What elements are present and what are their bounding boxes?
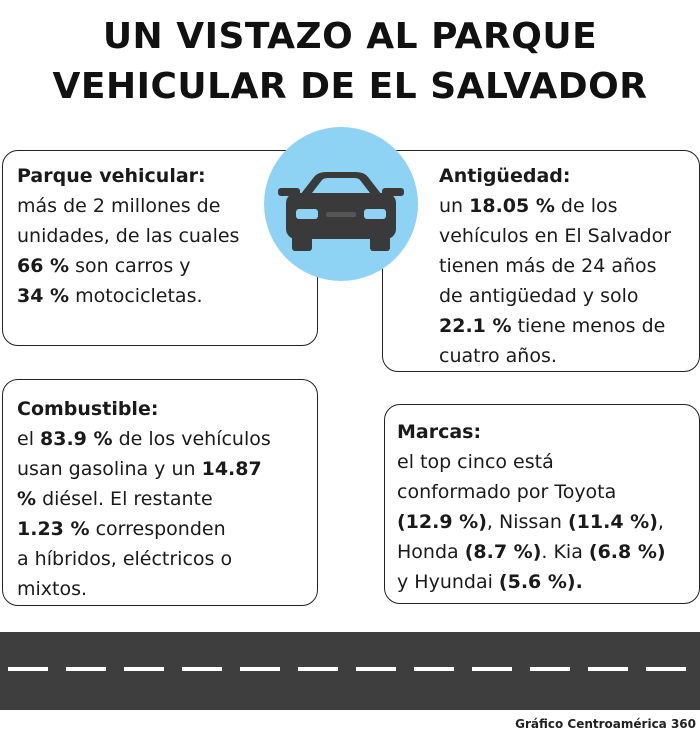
stat-diesel-pct: 14.87 <box>201 458 262 480</box>
road-dashes <box>0 632 700 710</box>
card-line: de antigüedad y solo <box>439 285 639 307</box>
card-line: el top cinco está <box>397 451 554 473</box>
text-span: diésel. El restante <box>36 488 213 510</box>
car-icon-circle <box>264 127 418 281</box>
card-line <box>439 311 699 341</box>
card-line: conformado por Toyota <box>397 481 617 503</box>
card-line: más de 2 millones de <box>17 195 221 217</box>
text-span: tiene menos de <box>511 315 666 337</box>
text-span: usan gasolina y un <box>17 458 202 480</box>
road-icon <box>0 632 700 710</box>
stat-new-pct: 22.1 % <box>439 315 512 337</box>
card-line: cuatro años. <box>439 345 557 367</box>
text-span: de los <box>554 195 618 217</box>
card-line: a híbridos, eléctricos o <box>17 548 233 570</box>
card-line <box>397 537 699 567</box>
card-line <box>17 424 317 454</box>
text-span: , Nissan <box>486 511 568 533</box>
card-line: unidades, de las cuales <box>17 225 240 247</box>
card-combustible <box>2 379 318 606</box>
text-span: corresponden <box>89 518 226 540</box>
text-span: motocicletas. <box>69 285 203 307</box>
title-line-2: VEHICULAR DE EL SALVADOR <box>52 66 648 107</box>
text-span: . Kia <box>541 541 589 563</box>
stat-nissan-pct: (11.4 %) <box>568 511 658 533</box>
stat-gas-pct: 83.9 % <box>40 428 113 450</box>
card-heading: Antigüedad: <box>439 165 571 187</box>
stat-honda-pct: (8.7 %) <box>464 541 542 563</box>
credit-text: Gráfico Centroamérica 360 <box>515 717 696 731</box>
stat-hyundai-pct: (5.6 %). <box>498 571 583 593</box>
card-line <box>17 484 317 514</box>
text-span: son carros y <box>69 255 191 277</box>
page-title <box>0 12 700 112</box>
car-icon <box>264 127 418 281</box>
card-line <box>17 454 317 484</box>
card-line <box>17 281 317 311</box>
card-marcas <box>384 404 700 604</box>
card-heading: Combustible: <box>17 398 159 420</box>
stat-kia-pct: (6.8 %) <box>588 541 666 563</box>
card-line <box>397 507 699 537</box>
text-span: de los vehículos <box>112 428 271 450</box>
card-line <box>397 567 699 597</box>
text-span: , <box>657 511 664 533</box>
card-heading: Marcas: <box>397 421 482 443</box>
stat-toyota-pct: (12.9 %) <box>397 511 487 533</box>
text-span: el <box>17 428 41 450</box>
stat-old-pct: 18.05 % <box>469 195 555 217</box>
text-span: Honda <box>397 541 465 563</box>
card-antiguedad <box>382 150 700 372</box>
card-line <box>17 514 317 544</box>
card-heading: Parque vehicular: <box>17 165 206 187</box>
card-line: tienen más de 24 años <box>439 255 657 277</box>
text-span: y Hyundai <box>397 571 499 593</box>
stat-cars-pct: 66 % <box>17 255 70 277</box>
stat-rest-pct: 1.23 % <box>17 518 90 540</box>
card-line <box>439 191 699 221</box>
title-line-1: UN VISTAZO AL PARQUE <box>102 16 598 57</box>
text-span: un <box>439 195 470 217</box>
stat-diesel-pct-sign: % <box>17 488 37 510</box>
card-line: mixtos. <box>17 578 88 600</box>
stat-motos-pct: 34 % <box>17 285 70 307</box>
card-line: vehículos en El Salvador <box>439 225 672 247</box>
